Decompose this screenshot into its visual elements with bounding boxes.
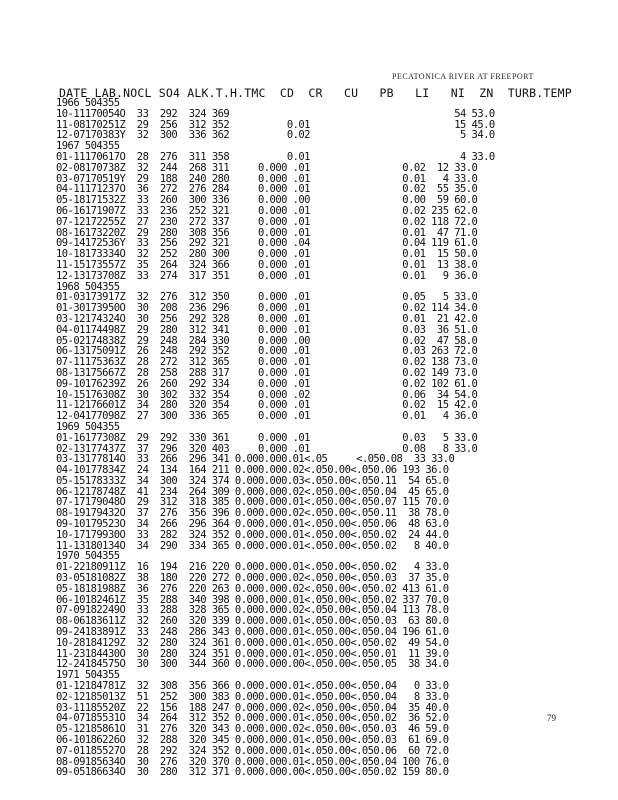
table-row: 01-11170617O 28 276 311 358 0.01 4 33.0 <box>56 150 495 163</box>
table-row: 02-08170738Z 32 244 268 311 0.000 .01 0.02 12 33.0 <box>56 161 478 174</box>
data-rows <box>56 98 576 778</box>
table-row: 05-15178333Z 34 300 324 374 0.000.000.03<.050.00<.050.11 54 65.0 <box>56 474 449 487</box>
table-row: 07-11175363Z 28 272 312 365 0.000 .01 0.02 138 73.0 <box>56 356 478 369</box>
table-row: 10-17179930O 33 282 324 352 0.000.000.01<.050.00<.050.02 24 44.0 <box>56 528 449 541</box>
year-header: 1966 504355 <box>56 97 120 109</box>
table-row: 12-24184575O 30 300 344 360 0.000.000.00<.050.00<.050.05 38 34.0 <box>56 658 449 671</box>
table-row: 10-18173334O 32 252 280 300 0.000 .01 0.01 15 50.0 <box>56 248 478 261</box>
table-row: 01-22180911Z 16 194 216 220 0.000.000.01<.050.00<.050.02 4 33.0 <box>56 561 449 574</box>
table-row: 08-13175667Z 28 258 288 317 0.000 .01 0.02 149 73.0 <box>56 366 478 379</box>
table-row: 06-16171907Z 33 236 252 321 0.000 .01 0.02 235 62.0 <box>56 204 478 217</box>
table-row: 10-15176308Z 30 302 332 354 0.000 .02 0.06 34 54.0 <box>56 388 478 401</box>
table-row: 08-09185634O 30 276 320 370 0.000.000.01<.050.00<.050.04 100 76.0 <box>56 755 449 768</box>
column-header: DATE LAB.NOCL SO4 ALK.T.H.TMC CD CR CU PB LI NI ZN TURB.TEMP <box>59 86 572 100</box>
table-row: 03-11185520Z 22 156 188 247 0.000.000.02<.050.00<.050.04 35 40.0 <box>56 701 449 714</box>
table-row: 02-13177437Z 37 296 320 403 0.000 .01 0.08 8 33.0 <box>56 442 478 455</box>
year-header: 1969 504355 <box>56 420 120 433</box>
table-row: 01-30173950O 30 208 236 296 0.000 .01 0.02 114 34.0 <box>56 302 478 315</box>
table-row: 03-12174324O 30 256 292 328 0.000 .01 0.01 21 42.0 <box>56 312 478 325</box>
table-row: 02-12185013Z 51 252 300 383 0.000.000.01<.050.00<.050.04 8 33.0 <box>56 690 449 703</box>
table-row: 04-07185531O 34 264 312 352 0.000.000.01<.050.00<.050.02 36 52.0 <box>56 712 449 725</box>
table-row: 03-13177814O 33 266 296 341 0.000.000.01<.05 <.050.08 33 33.0 <box>56 453 455 466</box>
table-row: 07-17179048O 29 312 318 385 0.000.000.01<.050.00<.050.07 115 70.0 <box>56 496 449 509</box>
year-header: 1970 504355 <box>56 550 120 563</box>
table-row: 06-10186226O 32 288 320 345 0.000.000.01<.050.00<.050.03 61 69.0 <box>56 734 449 747</box>
table-row: 03-05181082Z 38 180 220 272 0.000.000.02<.050.00<.050.03 37 35.0 <box>56 572 449 585</box>
table-row: 04-01174498Z 29 280 312 341 0.000 .01 0.03 36 51.0 <box>56 323 478 336</box>
table-row: 09-10176239Z 26 260 292 334 0.000 .01 0.02 102 61.0 <box>56 377 478 390</box>
year-header: 1971 504355 <box>56 669 120 682</box>
table-row: 05-18171532Z 33 260 300 336 0.000 .00 0.00 59 60.0 <box>56 194 478 207</box>
table-row: 08-19179432O 37 276 356 396 0.000.000.02<.050.00<.050.11 38 78.0 <box>56 507 449 520</box>
table-row: 12-04177098Z 27 300 336 365 0.000 .01 0.01 4 36.0 <box>56 410 478 423</box>
table-row: 09-14172536Y 33 256 292 321 0.000 .04 0.04 119 61.0 <box>56 237 478 250</box>
table-row: 11-08170251Z 29 256 312 352 0.01 15 45.0 <box>56 118 495 131</box>
table-row: 09-05186634O 30 280 312 371 0.000.000.00<.050.00<.050.02 159 80.0 <box>56 766 449 779</box>
table-row: 09-10179523O 34 266 296 364 0.000.000.01<.050.00<.050.06 48 63.0 <box>56 518 449 531</box>
table-row: 12-07170383Y 32 300 336 362 0.02 5 34.0 <box>56 129 495 142</box>
table-row: 01-16177308Z 29 292 330 361 0.000 .01 0.03 5 33.0 <box>56 431 478 444</box>
table-row: 07-12172255Z 27 230 272 337 0.000 .01 0.02 118 72.0 <box>56 215 478 228</box>
table-row: 12-13173708Z 33 274 317 351 0.000 .01 0.01 9 36.0 <box>56 269 478 282</box>
table-row: 11-23184430O 30 280 324 351 0.000.000.01<.050.00<.050.01 11 39.0 <box>56 647 449 660</box>
table-row: 11-12176601Z 34 280 320 354 0.000 .01 0.02 15 42.0 <box>56 399 478 412</box>
table-row: 08-16173220Z 29 280 308 356 0.000 .01 0.01 47 71.0 <box>56 226 478 239</box>
table-row: 10-28184129Z 32 280 324 361 0.000.000.01<.050.00<.050.02 49 54.0 <box>56 636 449 649</box>
station-title: PECATONICA RIVER AT FREEPORT <box>392 72 534 81</box>
table-row: 05-02174838Z 29 248 284 330 0.000 .00 0.02 47 58.0 <box>56 334 478 347</box>
table-row: 06-13175091Z 26 248 292 352 0.000 .01 0.03 263 72.0 <box>56 345 478 358</box>
table-row: 07-01185527O 28 292 324 352 0.000.000.01<.050.00<.050.06 60 72.0 <box>56 744 449 757</box>
table-row: 01-12184781Z 32 308 356 366 0.000.000.01<.050.00<.050.04 0 33.0 <box>56 680 449 693</box>
page-number: 79 <box>547 713 556 723</box>
table-row: 03-07170519Y 29 188 240 280 0.000 .01 0.01 4 33.0 <box>56 172 478 185</box>
table-row: 04-11171237O 36 272 276 284 0.000 .01 0.02 55 35.0 <box>56 183 478 196</box>
table-row: 05-18181988Z 36 276 220 263 0.000.000.02<.050.00<.050.02 413 61.0 <box>56 582 449 595</box>
table-row: 01-03173917Z 32 276 312 350 0.000 .01 0.05 5 33.0 <box>56 291 478 304</box>
year-header: 1968 504355 <box>56 280 120 293</box>
table-row: 09-24183891Z 33 248 286 343 0.000.000.01<.050.00<.050.04 196 61.0 <box>56 626 449 639</box>
table-row: 10-11170054O 33 292 324 369 54 53.0 <box>56 107 495 120</box>
table-row: 11-13180134O 34 290 334 365 0.000.000.01<.050.00<.050.02 8 40.0 <box>56 539 449 552</box>
table-row: 07-09182249O 33 288 328 365 0.000.000.02<.050.00<.050.04 113 78.0 <box>56 604 449 617</box>
table-row: 06-12178748Z 41 234 264 309 0.000.000.02<.050.00<.050.04 45 65.0 <box>56 485 449 498</box>
table-row: 08-06183611Z 32 260 320 339 0.000.000.01<.050.00<.050.03 63 80.0 <box>56 615 449 628</box>
table-row: 05-12185861O 31 276 320 343 0.000.000.02<.050.00<.050.03 46 59.0 <box>56 723 449 736</box>
table-row: 11-15173557Z 35 264 324 366 0.000 .01 0.01 13 38.0 <box>56 258 478 271</box>
year-header: 1967 504355 <box>56 140 120 153</box>
table-row: 04-10177834Z 24 134 164 211 0.000.000.02<.050.00<.050.06 193 36.0 <box>56 464 449 477</box>
table-row: 06-10182461Z 35 288 340 398 0.000.000.01<.050.00<.050.02 337 70.0 <box>56 593 449 606</box>
